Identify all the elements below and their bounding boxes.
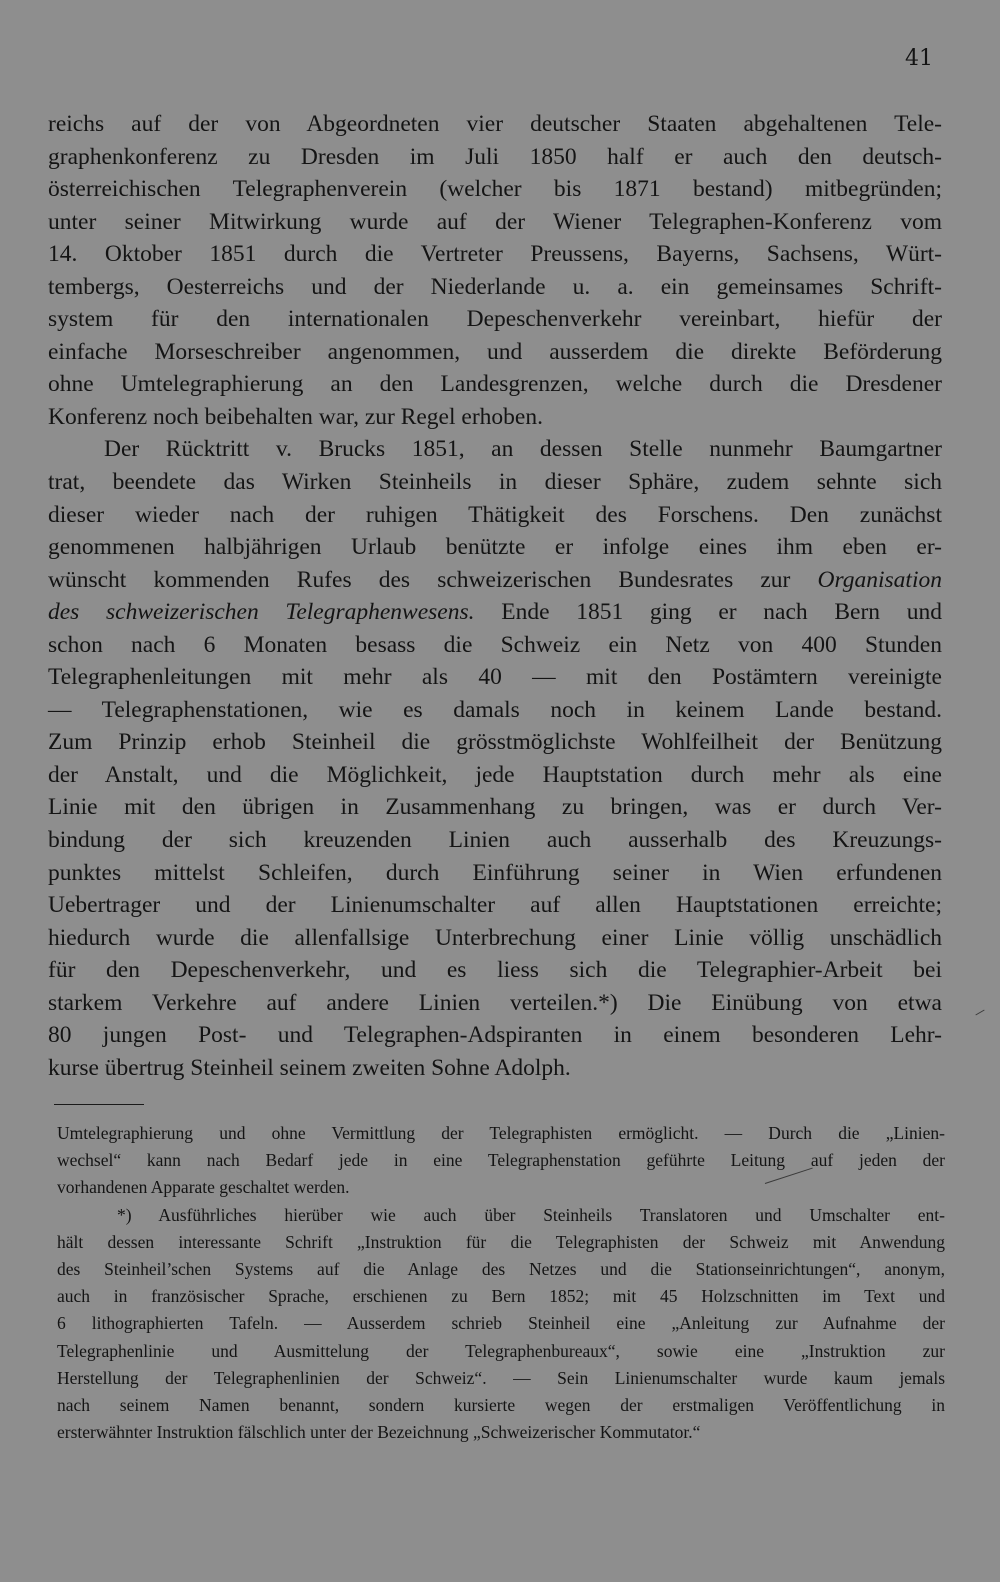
- text-line: österreichischen Telegraphenverein (welcher bis 1871 bestand) mitbegründen;: [48, 176, 942, 203]
- text-line: ohne Umtelegraphierung an den Landesgrenzen, welche durch die Dresdener: [48, 371, 942, 398]
- footnote-separator: [54, 1104, 144, 1105]
- footnotes: [57, 1120, 945, 1446]
- text-line: trat, beendete das Wirken Steinheils in dieser Sphäre, zudem sehnte sich: [48, 469, 942, 496]
- text-line: Linie mit den übrigen in Zusammenhang zu bringen, was er durch Ver-: [48, 794, 942, 821]
- text-line: system für den internationalen Depeschenverkehr vereinbart, hiefür der: [48, 306, 942, 333]
- footnote-line: 6 lithographierten Tafeln. — Ausserdem schrieb Steinheil eine „Anleitung zur Aufnahme der: [57, 1313, 945, 1334]
- footnote-line: Herstellung der Telegraphenlinien der Schweiz“. — Sein Linienumschalter wurde kaum jemals: [57, 1367, 945, 1388]
- text-line: graphenkonferenz zu Dresden im Juli 1850 half er auch den deutsch-: [48, 143, 942, 170]
- text-line: unter seiner Mitwirkung wurde auf der Wiener Telegraphen-Konferenz vom: [48, 208, 942, 235]
- page-number: 41: [905, 46, 933, 71]
- text-line: dieser wieder nach der ruhigen Thätigkeit des Forschens. Den zunächst: [48, 501, 942, 528]
- footnote-line: des Steinheil’schen Systems auf die Anlage des Netzes und die Stationseinrichtungen“, anonym,: [57, 1258, 945, 1279]
- footnote-line: auch in französischer Sprache, erschienen zu Bern 1852; mit 45 Holzschnitten im Text und: [57, 1286, 945, 1307]
- footnote-line: Umtelegraphierung und ohne Vermittlung der Telegraphisten ermöglicht. — Durch die „Linien-: [57, 1123, 945, 1143]
- footnote-line: Telegraphenlinie und Ausmittelung der Telegraphenbureaux“, sowie eine „Instruktion zur: [57, 1340, 945, 1361]
- footnote-line: nach seinem Namen benannt, sondern kursierte wegen der erstmaligen Veröffentlichung in: [57, 1394, 945, 1415]
- footnote-line: vorhandenen Apparate geschaltet werden.: [57, 1177, 350, 1198]
- text-line: hiedurch wurde die allenfallsige Unterbrechung einer Linie völlig unschädlich: [48, 924, 942, 951]
- footnote-line: hält dessen interessante Schrift „Instruktion für die Telegraphisten der Schweiz mit Anwendung: [57, 1231, 945, 1252]
- footnote-start-line: *) Ausführliches hierüber wie auch über Steinheils Translatoren und Umschalter ent-: [117, 1204, 945, 1225]
- main-text: [48, 108, 942, 1084]
- text-line: reichs auf der von Abgeordneten vier deutscher Staaten abgehaltenen Tele-: [48, 111, 942, 137]
- text-line: Uebertrager und der Linienumschalter auf allen Hauptstationen erreichte;: [48, 892, 942, 919]
- text-line: kurse übertrug Steinheil seinem zweiten Sohne Adolph.: [48, 1054, 571, 1081]
- text-line: schon nach 6 Monaten besass die Schweiz ein Netz von 400 Stunden: [48, 631, 942, 658]
- text-line: bindung der sich kreuzenden Linien auch ausserhalb des Kreuzungs-: [48, 827, 942, 854]
- margin-mark: [975, 1010, 984, 1016]
- text-line: wünscht kommenden Rufes des schweizerischen Bundesrates zur Organisation: [48, 566, 942, 593]
- paragraph-start-line: Der Rücktritt v. Brucks 1851, an dessen Stelle nunmehr Baumgartner: [104, 436, 942, 463]
- text-line: — Telegraphenstationen, wie es damals noch in keinem Lande bestand.: [48, 696, 942, 723]
- text-line: Konferenz noch beibehalten war, zur Regel erhoben.: [48, 403, 543, 430]
- text-line: starkem Verkehre auf andere Linien verteilen.*) Die Einübung von etwa: [48, 989, 942, 1016]
- footnote-line: wechsel“ kann nach Bedarf jede in eine Telegraphenstation geführte Leitung auf jeden der: [57, 1150, 945, 1171]
- italic-phrase: des schweizerischen Telegraphenwesens.: [48, 599, 475, 626]
- text-line: 14. Oktober 1851 durch die Vertreter Preussens, Bayerns, Sachsens, Würt-: [48, 241, 942, 268]
- text-line: einfache Morseschreiber angenommen, und ausserdem die direkte Beförderung: [48, 338, 942, 365]
- text-line: Zum Prinzip erhob Steinheil die grösstmöglichste Wohlfeilheit der Benützung: [48, 729, 942, 756]
- text-line: für den Depeschenverkehr, und es liess sich die Telegraphier-Arbeit bei: [48, 957, 942, 984]
- text-line: Telegraphenleitungen mit mehr als 40 — mit den Postämtern vereinigte: [48, 664, 942, 691]
- text-line: des schweizerischen Telegraphenwesens. Ende 1851 ging er nach Bern und: [48, 599, 942, 626]
- text-line: der Anstalt, und die Möglichkeit, jede Hauptstation durch mehr als eine: [48, 761, 942, 788]
- text-line: tembergs, Oesterreichs und der Niederlande u. a. ein gemeinsames Schrift-: [48, 273, 942, 300]
- text-line: punktes mittelst Schleifen, durch Einführung seiner in Wien erfundenen: [48, 859, 942, 886]
- italic-phrase: Organisation: [817, 566, 942, 593]
- footnote-line: ersterwähnter Instruktion fälschlich unter der Bezeichnung „Schweizerischer Kommutator.“: [57, 1422, 701, 1443]
- text-line: 80 jungen Post- und Telegraphen-Adspiranten in einem besonderen Lehr-: [48, 1022, 942, 1049]
- text-line: genommenen halbjährigen Urlaub benützte er infolge eines ihm eben er-: [48, 534, 942, 561]
